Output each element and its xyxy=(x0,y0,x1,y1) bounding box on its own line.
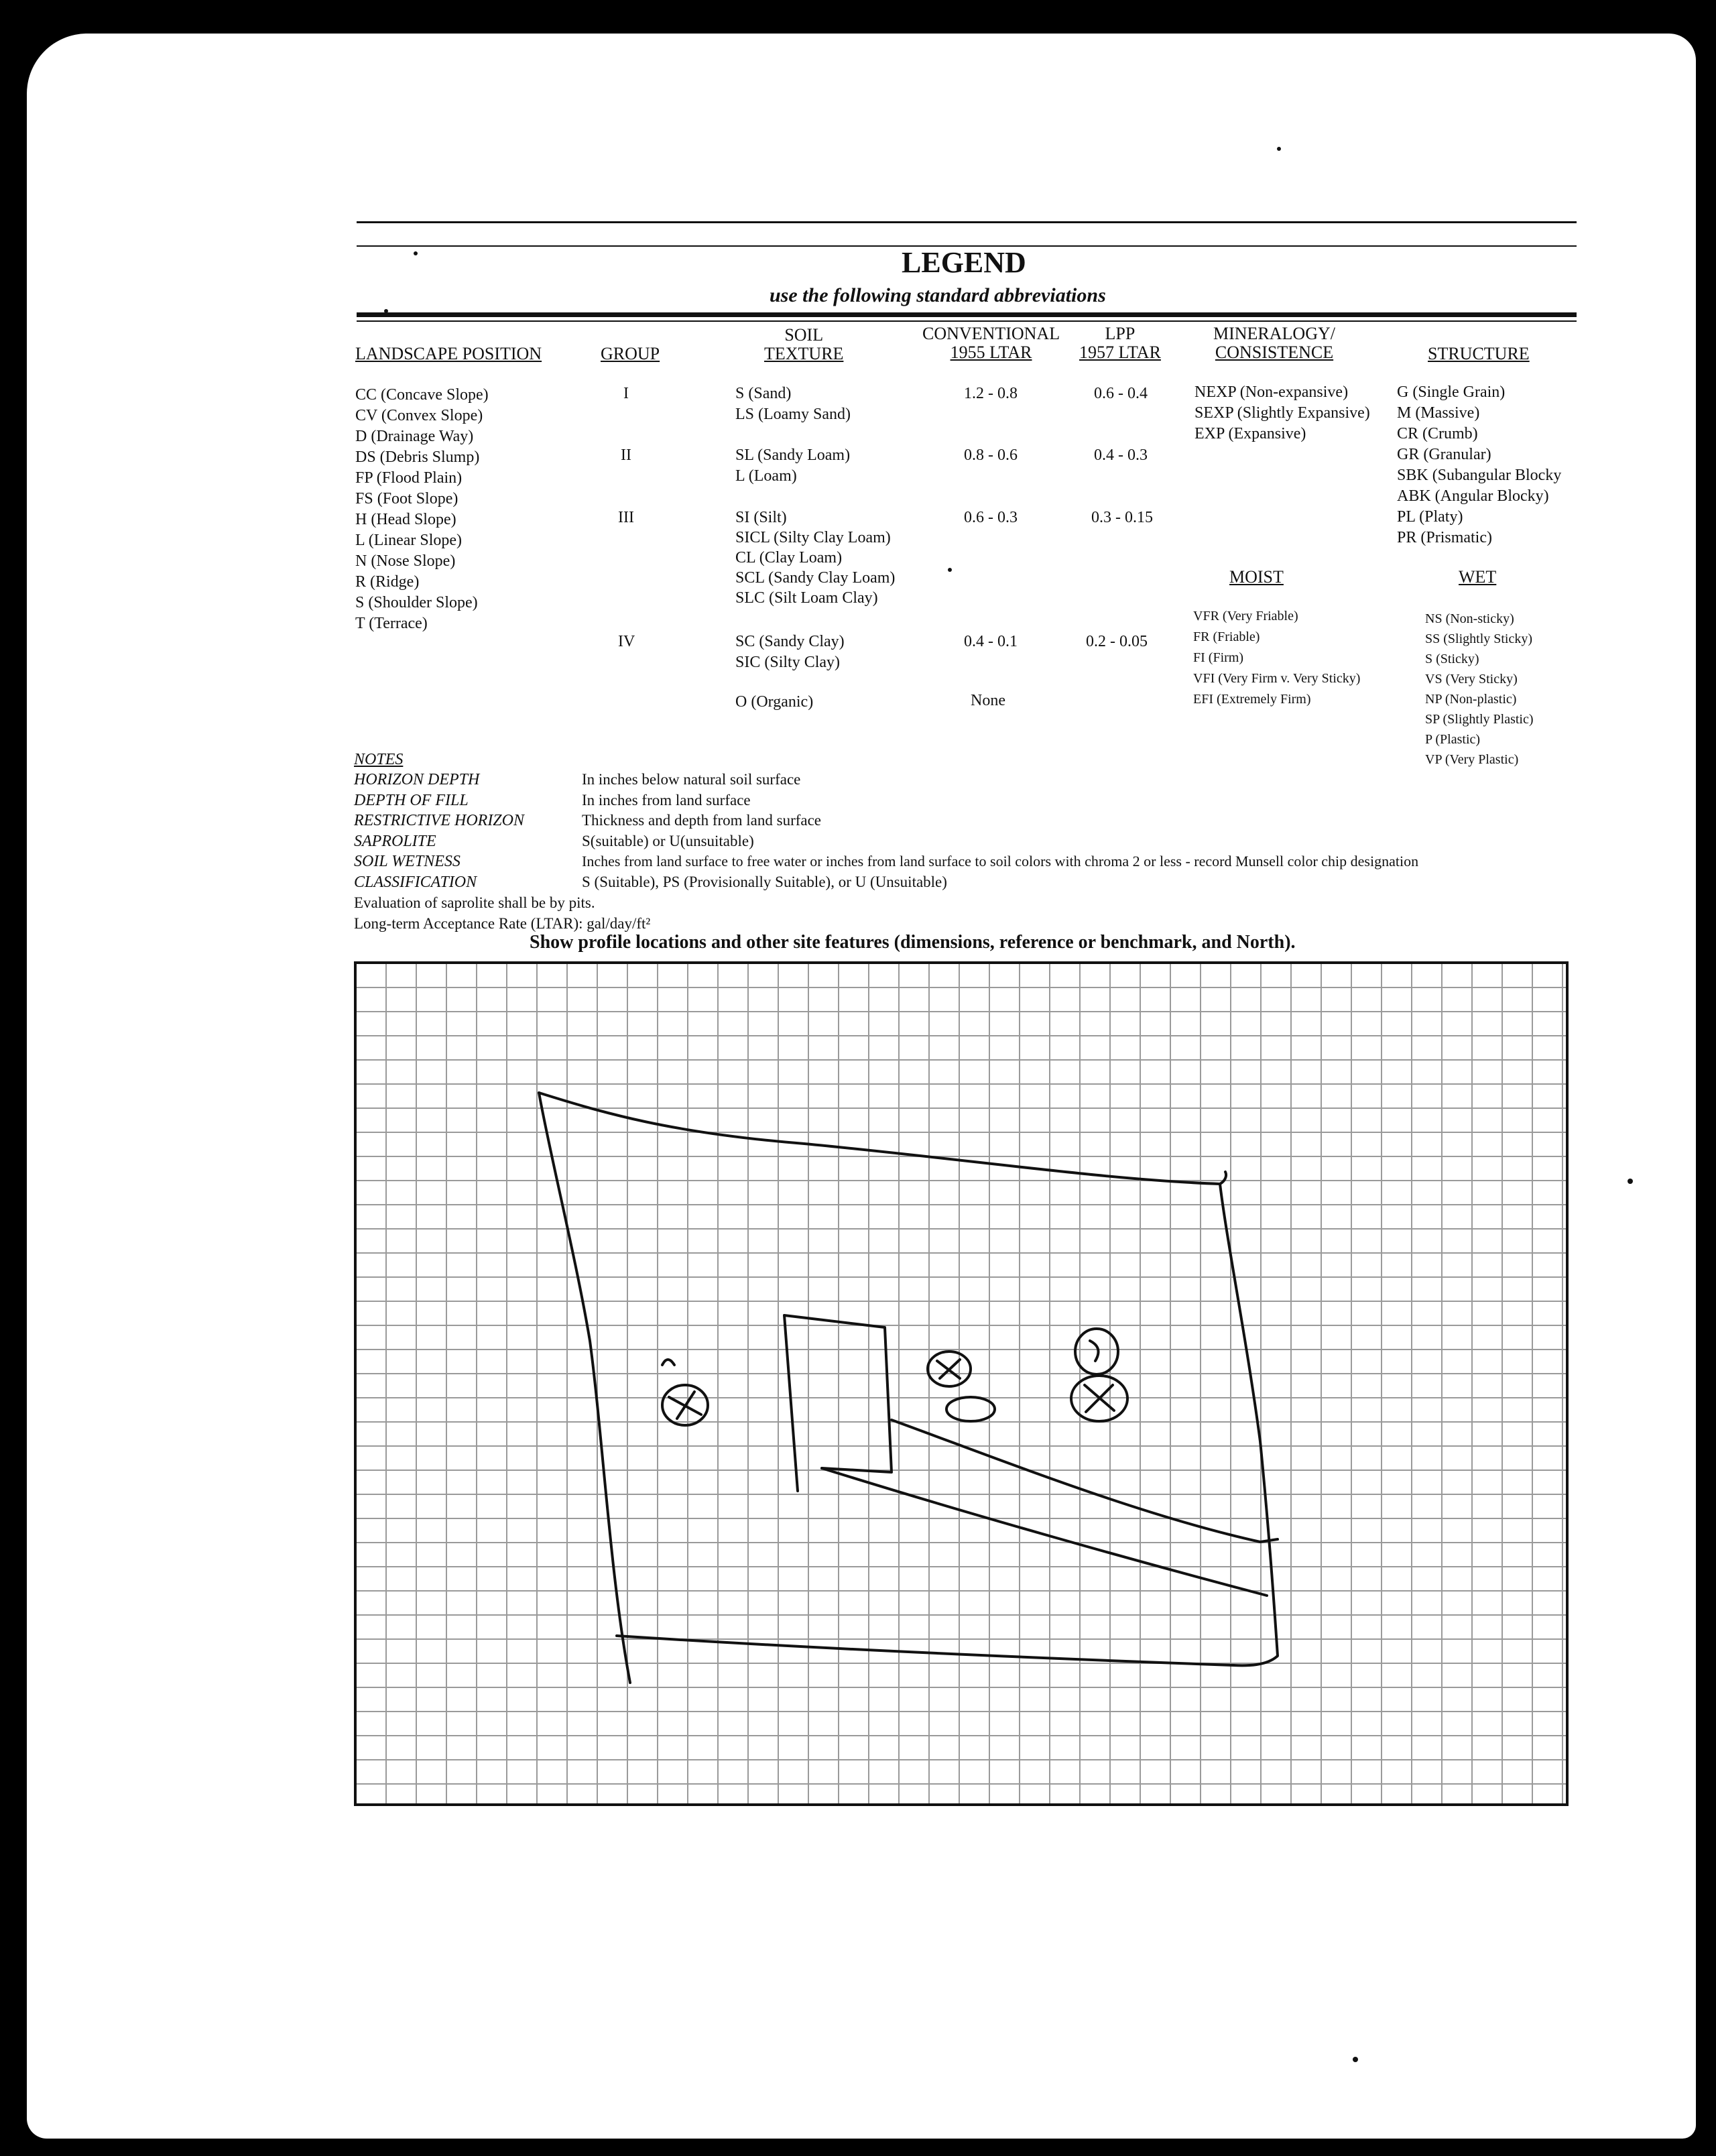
list-item: S (Shoulder Slope) xyxy=(355,594,478,611)
conventional-ltar: 0.6 - 0.3 xyxy=(964,509,1018,526)
list-item: R (Ridge) xyxy=(355,573,420,591)
header-soil-line2: TEXTURE xyxy=(764,344,844,363)
site-sketch-instruction: Show profile locations and other site features (dimensions, reference or benchmark, and North). xyxy=(530,932,1296,953)
header-lpp-line1: LPP xyxy=(1105,324,1136,343)
note-value: Inches from land surface to free water or inches from land surface to soil colors with chroma 2 or less - record Munsell color chip designation xyxy=(582,853,1419,870)
list-item: G (Single Grain) xyxy=(1397,383,1506,401)
drive-line-lower xyxy=(822,1468,1267,1596)
list-item: SICL (Silty Clay Loam) xyxy=(735,529,891,546)
moist-heading: MOIST xyxy=(1229,567,1284,587)
conventional-ltar: 1.2 - 0.8 xyxy=(964,385,1018,402)
list-item: FP (Flood Plain) xyxy=(355,469,463,487)
list-item: L (Linear Slope) xyxy=(355,532,463,549)
list-item: M (Massive) xyxy=(1397,404,1480,422)
list-item: CV (Convex Slope) xyxy=(355,407,483,424)
list-item: SLC (Silt Loam Clay) xyxy=(735,589,878,607)
note-value: S (Suitable), PS (Provisionally Suitable), or U (Unsuitable) xyxy=(582,873,947,890)
list-item: SP (Slightly Plastic) xyxy=(1425,712,1534,727)
note-label: CLASSIFICATION xyxy=(354,873,477,891)
list-item: EFI (Extremely Firm) xyxy=(1193,692,1311,707)
list-item: NS (Non-sticky) xyxy=(1425,611,1514,626)
list-item: SC (Sandy Clay) xyxy=(735,633,845,650)
group-numeral: I xyxy=(623,385,629,402)
header-lpp-line2: 1957 LTAR xyxy=(1079,343,1161,362)
note-label: DEPTH OF FILL xyxy=(354,791,469,809)
list-item: CL (Clay Loam) xyxy=(735,549,843,566)
pit-marker xyxy=(1075,1329,1118,1374)
list-item: FS (Foot Slope) xyxy=(355,490,458,507)
list-item: S (Sand) xyxy=(735,385,792,402)
list-item: VS (Very Sticky) xyxy=(1425,672,1518,686)
notes-heading: NOTES xyxy=(354,751,404,768)
note-label: HORIZON DEPTH xyxy=(354,771,480,788)
header-min-line1: MINERALOGY/ xyxy=(1213,324,1335,343)
list-item: EXP (Expansive) xyxy=(1194,425,1306,442)
list-item: S (Sticky) xyxy=(1425,652,1479,666)
conventional-ltar: None xyxy=(971,692,1005,709)
ltar-note: Long-term Acceptance Rate (LTAR): gal/day/ft² xyxy=(354,914,651,932)
list-item: VFI (Very Firm v. Very Sticky) xyxy=(1193,671,1361,686)
lot-left-edge xyxy=(539,1093,630,1683)
list-item: SIC (Silty Clay) xyxy=(735,654,841,671)
header-soil-line1: SOIL xyxy=(784,325,824,345)
list-item: NP (Non-plastic) xyxy=(1425,692,1517,707)
list-item: SEXP (Slightly Expansive) xyxy=(1194,404,1370,422)
list-item: SS (Slightly Sticky) xyxy=(1425,632,1533,646)
lpp-ltar: 0.4 - 0.3 xyxy=(1094,446,1148,464)
saprolite-note: Evaluation of saprolite shall be by pits. xyxy=(354,894,595,911)
list-item: N (Nose Slope) xyxy=(355,552,456,570)
list-item: CR (Crumb) xyxy=(1397,425,1478,442)
list-item: GR (Granular) xyxy=(1397,446,1491,463)
list-item: LS (Loamy Sand) xyxy=(735,406,851,423)
list-item: CC (Concave Slope) xyxy=(355,386,489,404)
pit-marker-mark xyxy=(669,1392,701,1419)
header-group-label: GROUP xyxy=(601,344,660,363)
scan-specks xyxy=(384,147,1633,2062)
list-item: NEXP (Non-expansive) xyxy=(1194,383,1349,401)
pit-marker-mark xyxy=(1085,1385,1114,1412)
note-label: SAPROLITE xyxy=(354,832,436,850)
house-outline xyxy=(784,1315,892,1491)
group-numeral: IV xyxy=(618,633,635,650)
list-item: H (Head Slope) xyxy=(355,511,456,528)
pit-marker-mark xyxy=(937,1360,960,1378)
list-item: O (Organic) xyxy=(735,693,814,711)
list-item: ABK (Angular Blocky) xyxy=(1397,487,1549,505)
header-structure-label: STRUCTURE xyxy=(1428,344,1530,363)
list-item: P (Plastic) xyxy=(1425,732,1481,747)
note-value: Thickness and depth from land surface xyxy=(582,812,822,829)
lpp-ltar: 0.2 - 0.05 xyxy=(1086,633,1148,650)
header-min-line2: CONSISTENCE xyxy=(1215,343,1334,362)
lot-right-edge xyxy=(1220,1184,1278,1665)
list-item: PR (Prismatic) xyxy=(1397,529,1492,546)
header-conv-line2: 1955 LTAR xyxy=(950,343,1032,362)
list-item: DS (Debris Slump) xyxy=(355,448,480,466)
pit-marker xyxy=(946,1397,995,1421)
conventional-ltar: 0.4 - 0.1 xyxy=(964,633,1018,650)
pit-marker-mark xyxy=(662,1360,674,1365)
note-value: In inches below natural soil surface xyxy=(582,771,801,788)
list-item: SBK (Subangular Blocky xyxy=(1397,467,1562,484)
list-item: D (Drainage Way) xyxy=(355,428,474,445)
list-item: FI (Firm) xyxy=(1193,650,1243,665)
list-item: PL (Platy) xyxy=(1397,508,1463,526)
note-value: S(suitable) or U(unsuitable) xyxy=(582,832,754,849)
list-item: SCL (Sandy Clay Loam) xyxy=(735,569,896,587)
note-label: RESTRICTIVE HORIZON xyxy=(354,812,524,829)
lot-outline xyxy=(539,1093,1226,1184)
header-landscape-label: LANDSCAPE POSITION xyxy=(355,344,542,363)
list-item: SI (Silt) xyxy=(735,509,787,526)
group-numeral: II xyxy=(621,446,631,464)
legend-title: LEGEND xyxy=(902,246,1026,279)
list-item: FR (Friable) xyxy=(1193,630,1260,644)
note-value: In inches from land surface xyxy=(582,791,751,808)
conventional-ltar: 0.8 - 0.6 xyxy=(964,446,1018,464)
pit-marker-mark xyxy=(1090,1341,1099,1361)
note-label: SOIL WETNESS xyxy=(354,853,461,870)
header-conv-line1: CONVENTIONAL xyxy=(922,324,1060,343)
list-item: SL (Sandy Loam) xyxy=(735,446,851,464)
wet-heading: WET xyxy=(1459,567,1497,587)
legend-subtitle: use the following standard abbreviations xyxy=(770,284,1106,306)
list-item: VP (Very Plastic) xyxy=(1425,752,1519,767)
lot-bottom-edge xyxy=(617,1636,1233,1665)
drive-line-upper xyxy=(892,1420,1278,1542)
lpp-ltar: 0.6 - 0.4 xyxy=(1094,385,1148,402)
group-numeral: III xyxy=(618,509,634,526)
list-item: T (Terrace) xyxy=(355,615,428,632)
list-item: VFR (Very Friable) xyxy=(1193,609,1298,623)
list-item: L (Loam) xyxy=(735,467,797,485)
lpp-ltar: 0.3 - 0.15 xyxy=(1091,509,1153,526)
